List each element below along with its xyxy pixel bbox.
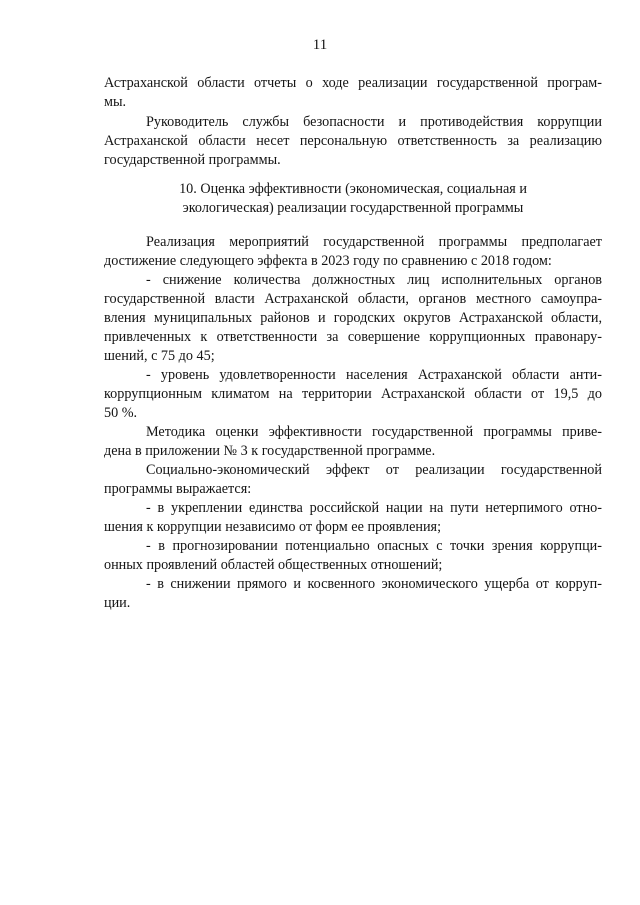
text-line: - уровень удовлетворенности населения Астраханской области анти- xyxy=(146,367,602,383)
text-line: мы. xyxy=(104,94,127,110)
heading-line: 10. Оценка эффективности (экономическая, социальная и xyxy=(179,181,527,197)
text-line: Социально-экономический эффект от реализации государственной xyxy=(146,462,602,478)
text-line: Руководитель службы безопасности и противодействия коррупции xyxy=(146,114,602,130)
text-line: - в укреплении единства российской нации на пути нетерпимого отно- xyxy=(146,500,602,516)
text-line: коррупционным климатом на территории Астраханской области от 19,5 до xyxy=(104,386,602,402)
text-line: государственной власти Астраханской области, органов местного самоупра- xyxy=(104,291,602,307)
text-line: дена в приложении № 3 к государственной программе. xyxy=(104,443,436,459)
bullet-damage xyxy=(104,575,602,613)
text-line: вления муниципальных районов и городских округов Астраханской области, xyxy=(104,310,602,326)
text-line: Астраханской области несет персональную ответственность за реализацию xyxy=(104,133,602,149)
text-line: - в снижении прямого и косвенного экономического ущерба от корруп- xyxy=(146,576,602,592)
text-line: государственной программы. xyxy=(104,152,281,168)
text-line: привлеченных к ответственности за совершение коррупционных правонару- xyxy=(104,329,602,345)
text-line: Методика оценки эффективности государственной программы приве- xyxy=(146,424,602,440)
text-line: онных проявлений областей общественных отношений; xyxy=(104,557,443,573)
text-line: - снижение количества должностных лиц исполнительных органов xyxy=(146,272,602,288)
paragraph-realization xyxy=(104,233,602,271)
paragraph-reports xyxy=(104,74,602,112)
text-line: шений, с 75 до 45; xyxy=(104,348,215,364)
paragraph-socioeconomic xyxy=(104,461,602,499)
section-heading xyxy=(104,180,602,218)
bullet-forecast xyxy=(104,537,602,575)
heading-line: экологическая) реализации государственной программы xyxy=(182,200,524,216)
paragraph-methodology xyxy=(104,423,602,461)
text-line: Реализация мероприятий государственной программы предполагает xyxy=(146,234,602,250)
text-line: ции. xyxy=(104,595,131,611)
section-body xyxy=(104,233,602,613)
text-line: программы выражается: xyxy=(104,481,252,497)
text-line: - в прогнозировании потенциально опасных с точки зрения коррупци- xyxy=(146,538,602,554)
text-line: достижение следующего эффекта в 2023 году по сравнению с 2018 годом: xyxy=(104,253,552,269)
page-number: 11 xyxy=(312,37,328,53)
paragraph-responsibility xyxy=(104,113,602,170)
bullet-officials xyxy=(104,271,602,366)
bullet-unity xyxy=(104,499,602,537)
text-line: 50 %. xyxy=(104,405,138,421)
bullet-satisfaction xyxy=(104,366,602,423)
text-line: шения к коррупции независимо от форм ее проявления; xyxy=(104,519,442,535)
text-line: Астраханской области отчеты о ходе реализации государственной програм- xyxy=(104,75,602,91)
